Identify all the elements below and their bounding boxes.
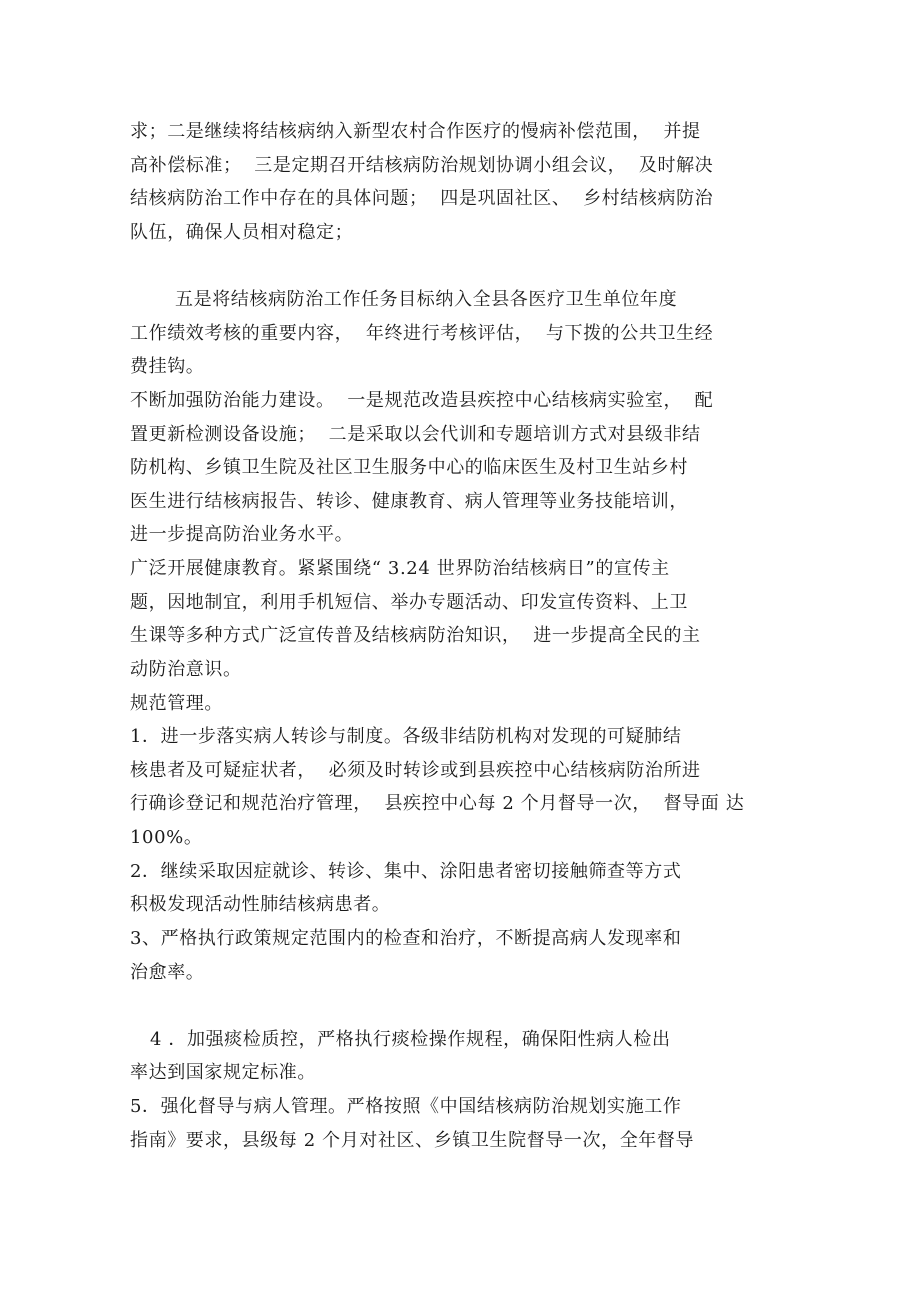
text-line: 生课等多种方式广泛宣传普及结核病防治知识， 进一步提高全民的主: [130, 625, 701, 646]
text-line: 动防治意识。: [130, 659, 242, 680]
text-line: 治愈率。: [130, 962, 205, 983]
section-heading: 不断加强防治能力建设。 一是规范改造县疾控中心结核病实验室， 配: [130, 390, 714, 411]
list-item: 5．强化督导与病人管理。严格按照《中国结核病防治规划实施工作: [130, 1096, 682, 1117]
text-line: 高补偿标准； 三是定期召开结核病防治规划协调小组会议， 及时解决: [130, 155, 714, 176]
text-line: 五是将结核病防治工作任务目标纳入全县各医疗卫生单位年度: [175, 289, 678, 310]
text-line: 结核病防治工作中存在的具体问题； 四是巩固社区、 乡村结核病防治: [130, 188, 714, 209]
text-line: 率达到国家规定标准。: [130, 1062, 316, 1083]
list-item: 1．进一步落实病人转诊与制度。各级非结防机构对发现的可疑肺结: [130, 726, 682, 747]
text-line: 进一步提高防治业务水平。: [130, 524, 354, 545]
text-line: 核患者及可疑症状者， 必须及时转诊或到县疾控中心结核病防治所进: [130, 760, 701, 781]
section-heading: 规范管理。: [130, 693, 223, 714]
text-line: 积极发现活动性肺结核病患者。: [130, 894, 391, 915]
text-line: 指南》要求，县级每 2 个月对社区、乡镇卫生院督导一次，全年督导: [130, 1130, 695, 1151]
text-line: 求；二是继续将结核病纳入新型农村合作医疗的慢病补偿范围， 并提: [130, 121, 701, 142]
list-item: 3、严格执行政策规定范围内的检查和治疗，不断提高病人发现率和: [130, 928, 682, 949]
text-line: 费挂钩。: [130, 356, 205, 377]
text-line: 防机构、乡镇卫生院及社区卫生服务中心的临床医生及村卫生站乡村: [130, 457, 688, 478]
text-line: 行确诊登记和规范治疗管理， 县疾控中心每 2 个月督导一次， 督导面 达: [130, 793, 745, 814]
section-heading: 广泛开展健康教育。紧紧围绕“ 3.24 世界防治结核病日”的宣传主: [130, 558, 670, 579]
text-line: 工作绩效考核的重要内容， 年终进行考核评估， 与下拨的公共卫生经: [130, 323, 714, 344]
text-line: 置更新检测设备设施； 二是采取以会代训和专题培训方式对县级非结: [130, 424, 701, 445]
list-item: 2．继续采取因症就诊、转诊、集中、涂阳患者密切接触筛查等方式: [130, 861, 682, 882]
list-item: 4 ．加强痰检质控，严格执行痰检操作规程，确保阳性病人检出: [150, 1029, 671, 1050]
text-line: 100%。: [130, 827, 203, 848]
text-line: 队伍，确保人员相对稳定；: [130, 222, 354, 243]
text-line: 题，因地制宜，利用手机短信、举办专题活动、印发宣传资料、上卫: [130, 592, 688, 613]
text-line: 医生进行结核病报告、转诊、健康教育、病人管理等业务技能培训，: [130, 491, 688, 512]
